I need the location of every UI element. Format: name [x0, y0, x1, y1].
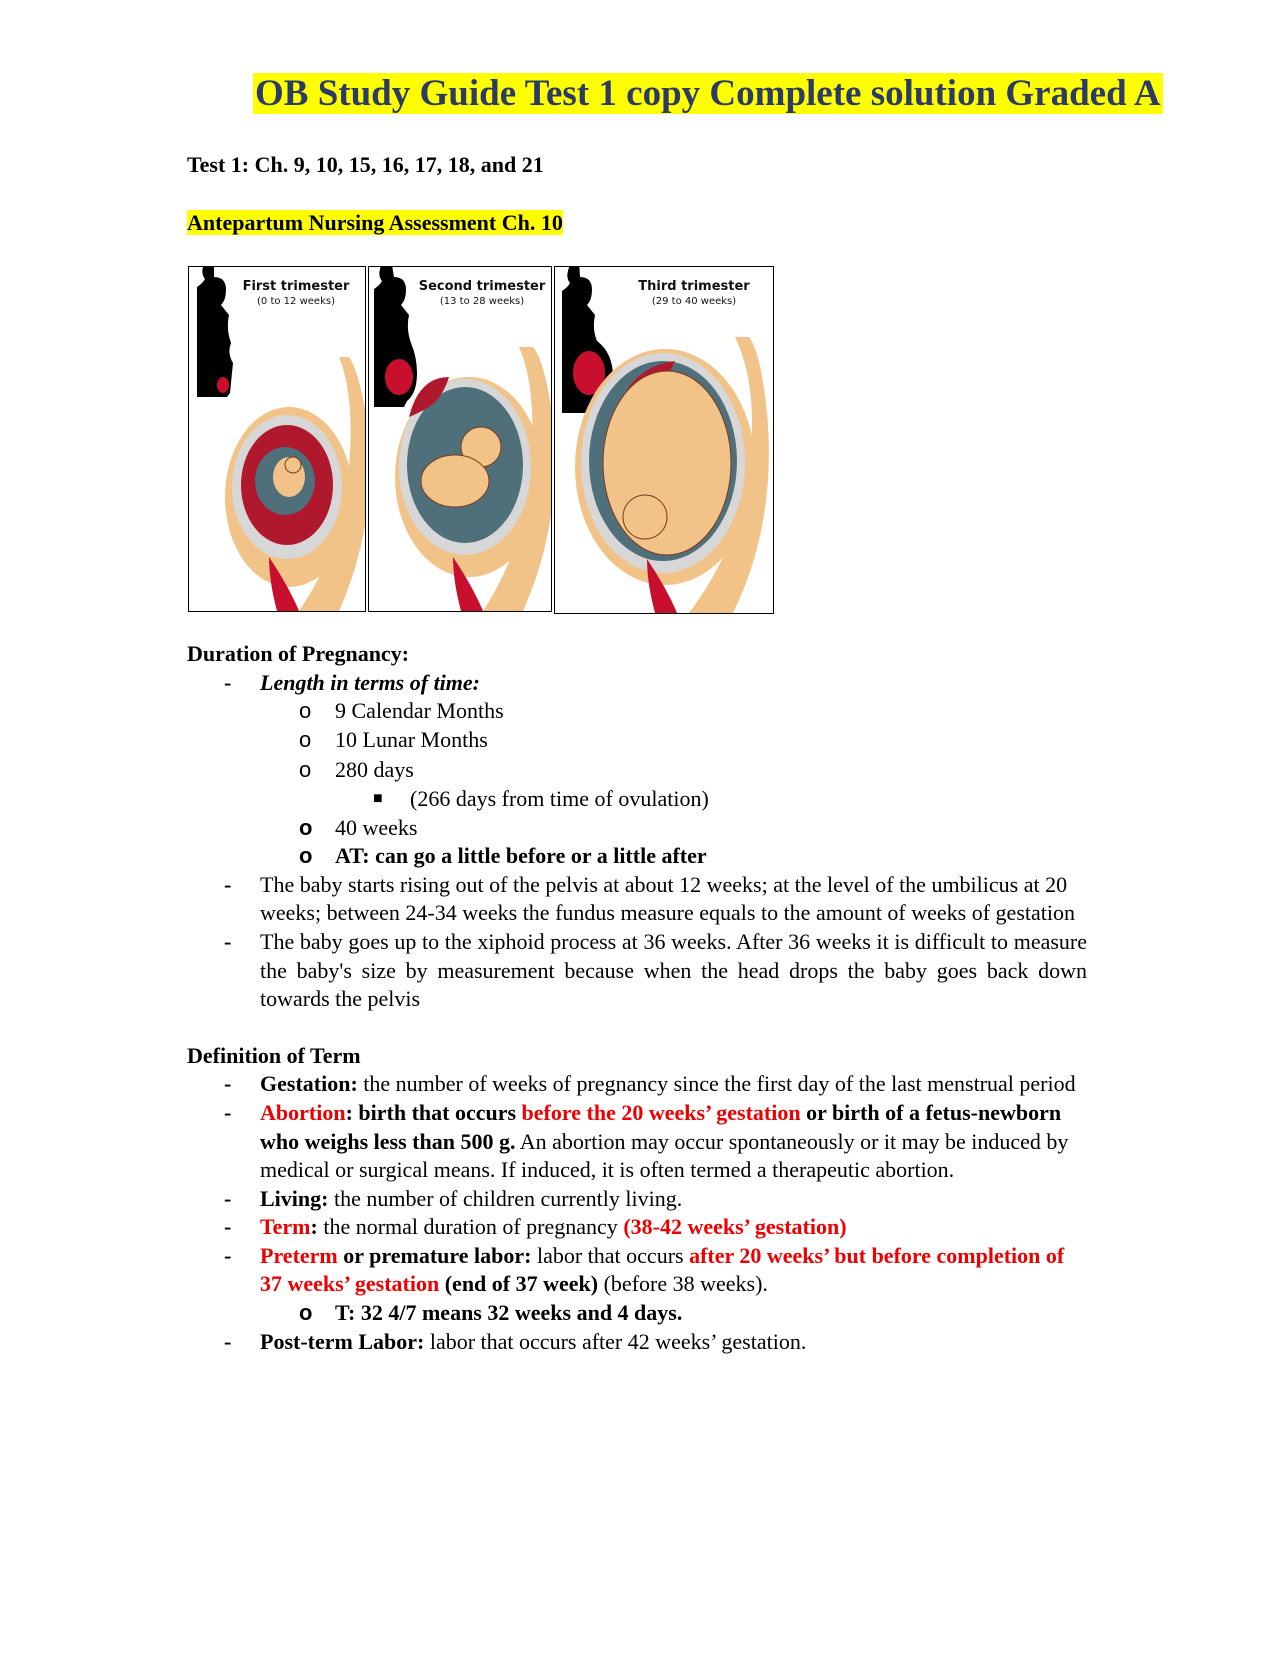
ovulation-note: (266 days from time of ovulation) — [410, 785, 709, 811]
fundus-rising-text: The baby starts rising out of the pelvis at about 12 weeks; at the level of the umbilicus at 20 weeks; between 24-34 weeks the fundus measure equals to the amount of weeks of gestation — [260, 871, 1075, 926]
abortion-term: Abortion — [260, 1099, 346, 1125]
second-trimester-label: Second trimester — [418, 279, 546, 294]
first-trimester-panel — [188, 266, 366, 612]
living-term: Living: — [260, 1185, 329, 1211]
list-item — [187, 726, 1087, 755]
circle-marker: o — [299, 814, 313, 840]
abortion-definition: An abortion may occur spontaneously or it may be induced by medical or surgical means. If induced, it is often termed a therapeutic abortion. — [260, 1128, 1069, 1183]
abortion-threshold: before the 20 weeks’ gestation — [521, 1099, 801, 1125]
gestation-term: Gestation: — [260, 1071, 358, 1097]
first-trimester-label: First trimester — [242, 279, 350, 294]
postterm-definition: labor that occurs after 42 weeks’ gestation. — [424, 1328, 807, 1354]
second-trimester-range: (13 to 28 weeks) — [439, 296, 525, 307]
xiphoid-text: The baby goes up to the xiphoid process at 36 weeks. After 36 weeks it is difficult to measure the baby's size by measurement because when the head drops the baby goes back down towards the pelvis — [260, 928, 1087, 1012]
list-item — [187, 842, 1087, 871]
circle-marker: o — [299, 726, 312, 752]
preterm-term: Preterm — [260, 1242, 338, 1268]
dash-marker: - — [224, 1071, 232, 1097]
circle-marker: o — [299, 843, 313, 869]
third-trimester-label: Third trimester — [638, 279, 750, 294]
list-item — [187, 756, 1087, 785]
preterm-example: T: 32 4/7 means 32 weeks and 4 days. — [335, 1300, 683, 1326]
document-title: OB Study Guide Test 1 copy Complete solution Graded A — [255, 73, 1161, 114]
dash-marker: - — [224, 1185, 232, 1211]
third-trimester-range: (29 to 40 weeks) — [651, 296, 737, 307]
dash-marker: - — [224, 669, 232, 695]
gestation-definition: the number of weeks of pregnancy since the first day of the last menstrual period — [357, 1071, 1076, 1097]
list-item — [187, 871, 1087, 928]
list-item — [187, 1185, 1087, 1214]
postterm-term: Post-term Labor: — [260, 1328, 425, 1354]
abortion-colon: : birth that occurs — [345, 1099, 522, 1125]
document-body — [187, 640, 1087, 1356]
test-chapters: Test 1: Ch. 9, 10, 15, 16, 17, 18, and 21 — [187, 152, 544, 177]
circle-marker: o — [299, 1300, 313, 1326]
length-label: Length in terms of time: — [260, 669, 480, 695]
preterm-label: or premature labor: — [337, 1242, 532, 1268]
first-trimester-illustration — [189, 267, 365, 611]
section-heading: Antepartum Nursing Assessment Ch. 10 — [187, 210, 563, 235]
dash-marker: - — [224, 1242, 232, 1268]
list-item — [187, 1070, 1087, 1099]
preterm-end: (end of 37 week) — [439, 1271, 599, 1297]
list-item — [187, 697, 1087, 726]
living-definition: the number of children currently living. — [328, 1185, 683, 1211]
dash-marker: - — [224, 1328, 232, 1354]
third-trimester-panel — [554, 266, 774, 614]
term-colon: : — [310, 1214, 318, 1240]
dash-marker: - — [224, 1214, 232, 1240]
list-item — [187, 1299, 1087, 1328]
circle-marker: o — [299, 698, 312, 724]
duration-item: 280 days — [335, 757, 414, 783]
term-range: (38-42 weeks’ gestation) — [623, 1214, 847, 1240]
duration-item: 10 Lunar Months — [335, 726, 488, 752]
weeks-item: 40 weeks — [335, 814, 418, 840]
list-item — [187, 1213, 1087, 1242]
duration-item: 9 Calendar Months — [335, 698, 504, 724]
circle-marker: o — [299, 757, 312, 783]
abortion-weight: or birth of a fetus-newborn who weighs less than 500 g. — [260, 1099, 1062, 1154]
square-marker: ■ — [373, 789, 383, 807]
trimester-figure — [188, 266, 774, 612]
list-item — [187, 669, 1087, 698]
at-note: AT: can go a little before or a little after — [335, 843, 707, 869]
term-term: Term — [260, 1214, 311, 1240]
list-item — [187, 1099, 1087, 1185]
dash-marker: - — [224, 871, 232, 897]
list-item — [187, 1242, 1087, 1299]
duration-heading: Duration of Pregnancy: — [187, 641, 410, 666]
term-definition: the normal duration of pregnancy — [317, 1214, 624, 1240]
list-item — [187, 1328, 1087, 1357]
list-item — [187, 928, 1087, 1014]
dash-marker: - — [224, 1099, 232, 1125]
preterm-note: (before 38 weeks). — [598, 1271, 768, 1297]
preterm-range: after 20 weeks’ but before completion of 37 weeks’ gestation — [260, 1242, 1065, 1297]
second-trimester-illustration — [369, 267, 551, 611]
preterm-definition: labor that occurs — [531, 1242, 690, 1268]
third-trimester-illustration — [555, 267, 773, 613]
list-item — [187, 785, 1087, 814]
list-item — [187, 814, 1087, 843]
second-trimester-panel — [368, 266, 552, 612]
first-trimester-range: (0 to 12 weeks) — [257, 296, 335, 307]
definitions-heading: Definition of Term — [187, 1042, 361, 1068]
dash-marker: - — [224, 928, 232, 954]
